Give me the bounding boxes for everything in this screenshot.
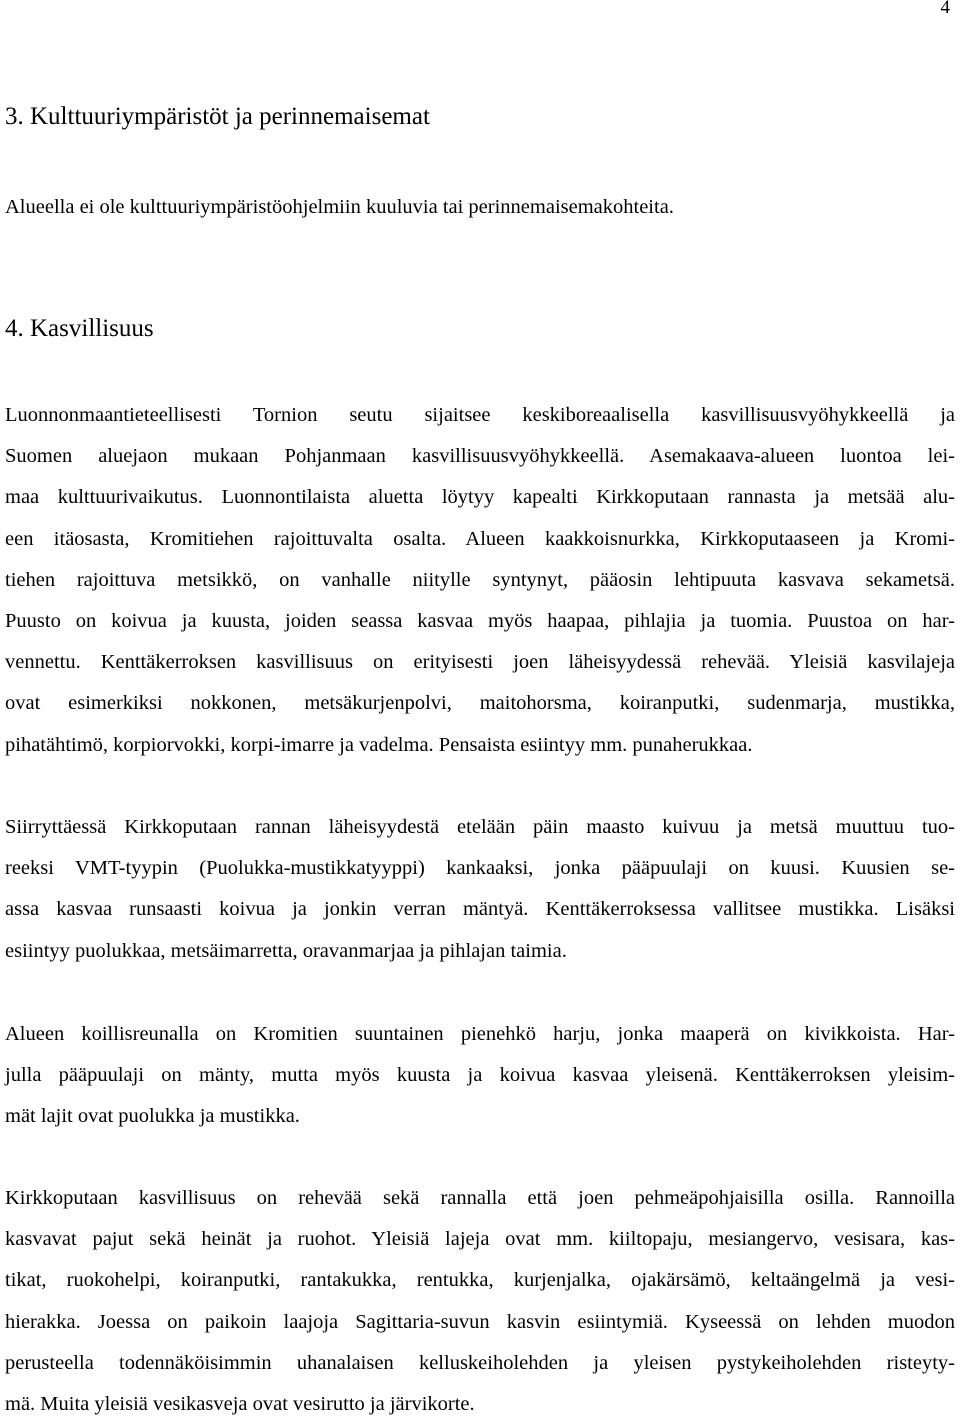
text-line: vennettu. Kenttäkerroksen kasvillisuus on erityisesti joen läheisyydessä rehevää. Yleisiä kasvilajeja	[5, 651, 955, 674]
paragraph-3-1	[5, 187, 955, 228]
text-line: tiehen rajoittuva metsikkö, on vanhalle niitylle syntynyt, pääosin lehtipuuta kasvava sekametsä.	[5, 568, 955, 591]
text-line: ovat esimerkiksi nokkonen, metsäkurjenpolvi, maitohorsma, koiranputki, sudenmarja, mustikka,	[5, 692, 955, 715]
text-line: Alueen koillisreunalla on Kromitien suuntainen pienehkö harju, jonka maaperä on kivikkoista. Har-	[5, 1023, 955, 1045]
text-line: esiintyy puolukkaa, metsäimarretta, oravanmarjaa ja pihlajan taimia.	[5, 939, 567, 962]
text-line: een itäosasta, Kromitiehen rajoittuvalta osalta. Alueen kaakkoisnurkka, Kirkkoputaaseen ja Kromi-	[5, 527, 955, 550]
text-line: Puusto on koivua ja kuusta, joiden seassa kasvaa myös haapaa, pihlajia ja tuomia. Puustoa on har-	[5, 609, 955, 632]
text-line: perusteella todennäköisimmin uhanalaisen kelluskeiholehden ja yleisen pystykeiholehden risteyty-	[5, 1351, 955, 1374]
text-line: Alueella ei ole kulttuuriympäristöohjelmiin kuuluvia tai perinnemaisemakohteita.	[5, 196, 674, 218]
text-line: maa kulttuurivaikutus. Luonnontilaista aluetta löytyy kapealti Kirkkoputaan rannasta ja metsää alu-	[5, 486, 955, 509]
text-line: tikat, ruokohelpi, koiranputki, rantakukka, rentukka, kurjenjalka, ojakärsämö, keltaängelmä ja vesi-	[5, 1269, 955, 1292]
text-line: reeksi VMT-tyypin (Puolukka-mustikkatyyppi) kankaaksi, jonka pääpuulaji on kuusi. Kuusien se-	[5, 857, 955, 880]
section-heading-3: 3. Kulttuuriympäristöt ja perinnemaisemat	[5, 103, 430, 130]
text-line: hierakka. Joessa on paikoin laajoja Sagittaria-suvun kasvin esiintymiä. Kyseessä on lehden muodon	[5, 1310, 955, 1333]
text-line: assa kasvaa runsaasti koivua ja jonkin verran mäntyä. Kenttäkerroksessa vallitsee mustikka. Lisäksi	[5, 898, 955, 921]
text-line: pihatähtimö, korpiorvokki, korpi-imarre ja vadelma. Pensaista esiintyy mm. punaherukkaa.	[5, 733, 753, 756]
text-line: kasvavat pajut sekä heinät ja ruohot. Yleisiä lajeja ovat mm. kiiltopaju, mesiangervo, vesisara, kas-	[5, 1228, 955, 1251]
section-heading-4: 4. Kasvillisuus	[5, 315, 154, 342]
text-line: mä. Muita yleisiä vesikasveja ovat vesirutto ja järvikorte.	[5, 1392, 475, 1415]
paragraph-4-4	[5, 1178, 955, 1425]
text-line: Kirkkoputaan kasvillisuus on rehevää sekä rannalla että joen pehmeäpohjaisilla osilla. Rannoilla	[5, 1187, 955, 1209]
page-number: 4	[940, 0, 950, 18]
text-line: Siirryttäessä Kirkkoputaan rannan läheisyydestä etelään päin maasto kuivuu ja metsä muuttuu tuo-	[5, 816, 955, 838]
text-line: mät lajit ovat puolukka ja mustikka.	[5, 1105, 300, 1128]
paragraph-4-2	[5, 807, 955, 972]
text-line: julla pääpuulaji on mänty, mutta myös kuusta ja koivua kasvaa yleisenä. Kenttäkerroksen yleisim-	[5, 1064, 955, 1087]
paragraph-4-1	[5, 395, 955, 766]
text-line: Suomen aluejaon mukaan Pohjanmaan kasvillisuusvyöhykkeellä. Asemakaava-alueen luontoa lei-	[5, 445, 955, 468]
paragraph-4-3	[5, 1014, 955, 1138]
text-line: Luonnonmaantieteellisesti Tornion seutu sijaitsee keskiboreaalisella kasvillisuusvyöhykkeellä ja	[5, 404, 955, 426]
